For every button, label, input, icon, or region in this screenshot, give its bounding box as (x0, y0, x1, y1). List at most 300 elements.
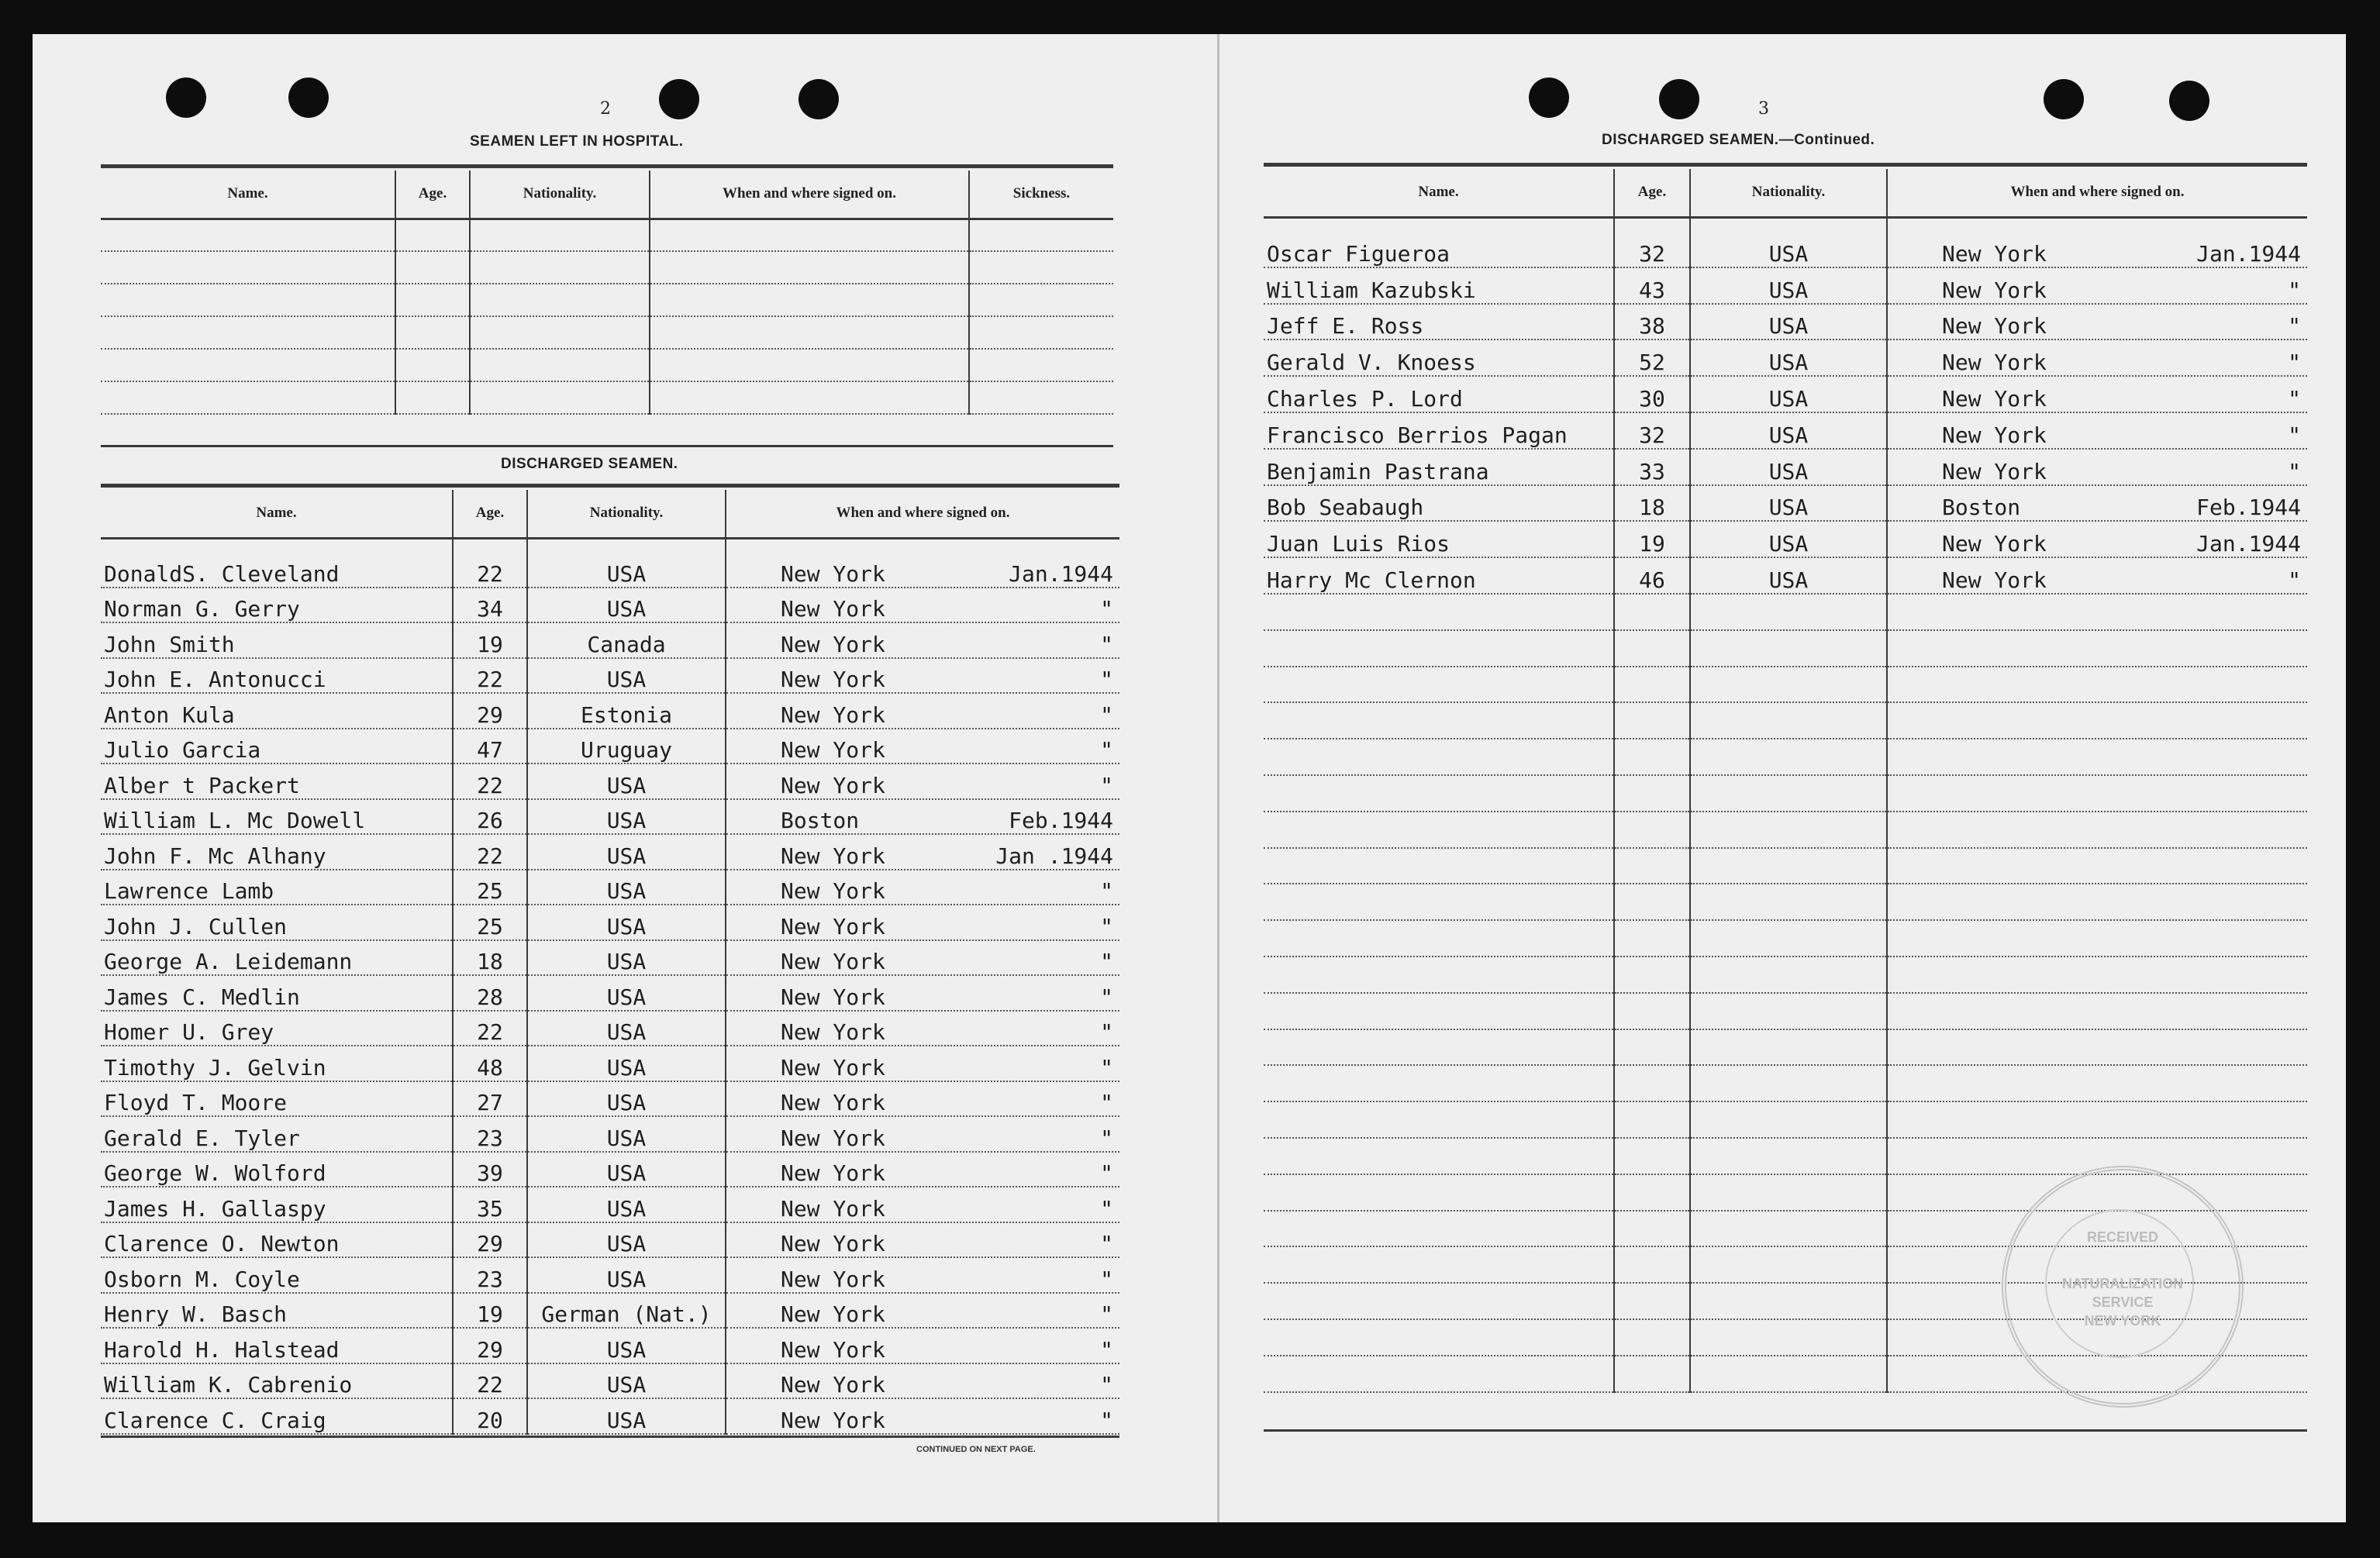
seaman-name (1264, 630, 1614, 667)
signed-on-city: New York (781, 737, 885, 763)
seaman-age: 19 (453, 1293, 527, 1329)
seaman-name: George W. Wolford (101, 1152, 453, 1187)
seaman-age: 28 (453, 975, 527, 1011)
seaman-nationality: USA (527, 870, 726, 905)
signed-on-city: New York (781, 1090, 885, 1115)
table-row (101, 870, 1119, 905)
punch-hole (2044, 79, 2084, 119)
seaman-age (1614, 1029, 1690, 1066)
punch-hole (166, 78, 206, 118)
stamp-text: NATURALIZATION (2061, 1276, 2184, 1291)
seaman-age: 23 (453, 1257, 527, 1293)
column-header: When and where signed on. (1887, 169, 2307, 217)
seaman-name (1264, 1319, 1614, 1356)
table-row (101, 1328, 1119, 1363)
seaman-name: Floyd T. Moore (101, 1081, 453, 1117)
seaman-name: James H. Gallaspy (101, 1187, 453, 1222)
seaman-nationality: USA (1690, 340, 1887, 376)
signed-on-cell (726, 622, 1119, 658)
seaman-name (1264, 1138, 1614, 1174)
signed-on-cell (1887, 449, 2307, 485)
seaman-name: Henry W. Basch (101, 1293, 453, 1329)
page-number: 2 (600, 99, 611, 119)
seaman-nationality (1690, 812, 1887, 848)
seaman-name (1264, 1356, 1614, 1392)
table-row (101, 1011, 1119, 1046)
signed-on-city: New York (781, 1195, 885, 1222)
seaman-age: 29 (453, 1328, 527, 1363)
seaman-name: Clarence C. Craig (101, 1398, 453, 1434)
table-row (1264, 775, 2307, 812)
seaman-age: 39 (453, 1152, 527, 1187)
seaman-nationality (1690, 1138, 1887, 1174)
seaman-name (1264, 1029, 1614, 1066)
signed-on-date: " (1100, 772, 1113, 798)
stamp-text: RECEIVED (2086, 1229, 2159, 1245)
signed-on-city: New York (1942, 277, 2047, 303)
seaman-age: 20 (453, 1398, 527, 1434)
signed-on-cell (1887, 848, 2307, 884)
signed-on-cell (1887, 1065, 2307, 1101)
seaman-nationality: USA (527, 1116, 726, 1152)
section-title: SEAMEN LEFT IN HOSPITAL. (470, 133, 684, 150)
signed-on-date: Jan.1944 (2196, 240, 2301, 267)
table-row (101, 251, 1113, 284)
seaman-age: 52 (1614, 340, 1690, 376)
seaman-nationality (1690, 594, 1887, 630)
seaman-nationality (1690, 1174, 1887, 1211)
column-header: Age. (453, 490, 527, 538)
signed-on-date: " (1100, 1160, 1113, 1186)
seaman-age (1614, 1319, 1690, 1356)
signed-on-cell (1887, 920, 2307, 957)
stamp-text: NEW YORK (2084, 1313, 2161, 1329)
stamp-text: SERVICE (2092, 1294, 2154, 1310)
section-rule (101, 484, 1119, 488)
section-rule (101, 164, 1113, 168)
seaman-name: John Smith (101, 622, 453, 658)
signed-on-city: New York (781, 1125, 885, 1151)
signed-on-city: New York (781, 596, 885, 622)
column-header: When and where signed on. (726, 490, 1119, 538)
signed-on-cell (1887, 376, 2307, 412)
seaman-nationality: USA (527, 552, 726, 588)
seaman-name (1264, 1101, 1614, 1138)
seaman-nationality (1690, 1356, 1887, 1392)
signed-on-date: Feb.1944 (2196, 495, 2301, 521)
signed-on-cell (726, 1046, 1119, 1081)
signed-on-cell (726, 905, 1119, 940)
seaman-nationality: USA (527, 1046, 726, 1081)
punch-hole (1659, 79, 1699, 119)
signed-on-cell (726, 799, 1119, 835)
seaman-nationality: USA (527, 1328, 726, 1363)
signed-on-date: " (1100, 701, 1113, 728)
table-row (1264, 267, 2307, 304)
table-row (1264, 667, 2307, 703)
seaman-nationality (1690, 1211, 1887, 1247)
seaman-nationality: USA (527, 975, 726, 1011)
signed-on-city: New York (1942, 313, 2047, 340)
seaman-nationality: USA (527, 1152, 726, 1187)
signed-on-city: New York (781, 949, 885, 974)
signed-on-city: New York (781, 1336, 885, 1363)
seaman-name: William Kazubski (1264, 267, 1614, 304)
seaman-age (1614, 667, 1690, 703)
table-row (101, 588, 1119, 623)
seaman-name (1264, 884, 1614, 920)
seaman-name (1264, 812, 1614, 848)
table-row (1264, 485, 2307, 522)
seaman-nationality: USA (527, 1222, 726, 1258)
signed-on-cell (1887, 775, 2307, 812)
signed-on-cell (726, 1398, 1119, 1434)
seaman-age: 22 (453, 1011, 527, 1046)
signed-on-cell (1887, 993, 2307, 1029)
seaman-nationality (1690, 702, 1887, 739)
table-row (1264, 1029, 2307, 1066)
signed-on-cell (1887, 667, 2307, 703)
seaman-age (1614, 1138, 1690, 1174)
signed-on-city: New York (781, 984, 885, 1010)
section-title: DISCHARGED SEAMEN. (501, 456, 678, 472)
seaman-nationality: USA (1690, 304, 1887, 340)
table-row (1264, 557, 2307, 594)
seaman-name (1264, 1174, 1614, 1211)
table-row (1264, 920, 2307, 957)
table-row (1264, 340, 2307, 376)
seaman-nationality (1690, 1319, 1887, 1356)
signed-on-cell (726, 658, 1119, 694)
signed-on-cell (1887, 702, 2307, 739)
seaman-nationality (1690, 1246, 1887, 1283)
table-row (101, 1257, 1119, 1293)
seaman-age (1614, 594, 1690, 630)
seaman-nationality (1690, 1101, 1887, 1138)
seaman-nationality: Canada (527, 622, 726, 658)
signed-on-date: " (1100, 667, 1113, 692)
column-header: Name. (101, 490, 453, 538)
seaman-name (1264, 993, 1614, 1029)
signed-on-city: New York (1942, 567, 2047, 593)
seaman-name: Benjamin Pastrana (1264, 449, 1614, 485)
column-header: When and where signed on. (650, 171, 969, 219)
seaman-nationality (1690, 848, 1887, 884)
seaman-nationality: USA (527, 905, 726, 940)
seaman-nationality (1690, 1283, 1887, 1319)
seaman-age (1614, 1211, 1690, 1247)
seaman-name (1264, 1211, 1614, 1247)
signed-on-city: New York (781, 560, 885, 587)
signed-on-city: New York (781, 701, 885, 728)
seaman-name (1264, 957, 1614, 993)
seaman-age (1614, 1101, 1690, 1138)
table-row (101, 284, 1113, 316)
seaman-nationality (1690, 630, 1887, 667)
seaman-age (1614, 775, 1690, 812)
signed-on-city: New York (1942, 350, 2047, 376)
signed-on-city: New York (781, 1054, 885, 1081)
table-row (1264, 449, 2307, 485)
section-rule (1264, 163, 2307, 167)
signed-on-date: " (1100, 1407, 1113, 1433)
signed-on-date: " (1100, 1090, 1113, 1115)
table-row (101, 1046, 1119, 1081)
seaman-name (1264, 1283, 1614, 1319)
signed-on-city: New York (781, 772, 885, 798)
signed-on-cell (726, 1187, 1119, 1222)
signed-on-city: New York (781, 1301, 885, 1327)
signed-on-city: New York (1942, 531, 2047, 557)
signed-on-city: New York (781, 878, 885, 904)
signed-on-date: " (1100, 737, 1113, 763)
table-row (101, 381, 1113, 414)
table-bottom-rule (1264, 1429, 2307, 1432)
signed-on-cell (726, 1293, 1119, 1329)
seaman-nationality: USA (1690, 485, 1887, 522)
table-row (1264, 376, 2307, 412)
seaman-name: Anton Kula (101, 693, 453, 729)
signed-on-date: " (2288, 385, 2301, 412)
seaman-nationality: USA (527, 1257, 726, 1293)
seaman-nationality: USA (1690, 557, 1887, 594)
signed-on-cell (726, 1011, 1119, 1046)
seaman-name (1264, 667, 1614, 703)
signed-on-cell (726, 1152, 1119, 1187)
seaman-name: DonaldS. Cleveland (101, 552, 453, 588)
signed-on-cell (1887, 267, 2307, 304)
seaman-nationality: Uruguay (527, 729, 726, 764)
seaman-nationality (1690, 920, 1887, 957)
table-row (101, 1293, 1119, 1329)
seaman-name: Harry Mc Clernon (1264, 557, 1614, 594)
seaman-age: 18 (453, 940, 527, 976)
seaman-name (1264, 1065, 1614, 1101)
table-row (1264, 1101, 2307, 1138)
seaman-name: Charles P. Lord (1264, 376, 1614, 412)
hospital-table (101, 171, 1113, 415)
seaman-age: 22 (453, 552, 527, 588)
table-row (1264, 412, 2307, 449)
signed-on-cell (1887, 485, 2307, 522)
seaman-age: 32 (1614, 412, 1690, 449)
seaman-age: 19 (453, 622, 527, 658)
table-row (1264, 304, 2307, 340)
signed-on-date: Jan.1944 (1009, 560, 1113, 587)
signed-on-city: Boston (781, 808, 860, 833)
seaman-name (1264, 920, 1614, 957)
signed-on-cell (726, 1222, 1119, 1258)
table-row (1264, 957, 2307, 993)
signed-on-date: " (1100, 949, 1113, 974)
signed-on-cell (1887, 594, 2307, 630)
table-row (101, 799, 1119, 835)
continued-note: CONTINUED ON NEXT PAGE. (916, 1445, 1036, 1454)
table-row (101, 1187, 1119, 1222)
punch-hole (659, 79, 699, 119)
table-row (1264, 812, 2307, 848)
signed-on-cell (726, 588, 1119, 623)
signed-on-city: New York (781, 1372, 885, 1398)
seaman-name: Norman G. Gerry (101, 588, 453, 623)
signed-on-cell (726, 1363, 1119, 1399)
signed-on-date: " (2288, 277, 2301, 303)
seaman-age (1614, 1356, 1690, 1392)
table-row (1264, 884, 2307, 920)
seaman-age: 30 (1614, 376, 1690, 412)
table-row (101, 349, 1113, 381)
table-bottom-rule (101, 1436, 1119, 1438)
signed-on-cell (726, 1081, 1119, 1117)
seaman-name: Timothy J. Gelvin (101, 1046, 453, 1081)
seaman-name: Julio Garcia (101, 729, 453, 764)
table-row (1264, 594, 2307, 630)
seaman-age: 22 (453, 658, 527, 694)
seaman-nationality: USA (1690, 412, 1887, 449)
seaman-age: 43 (1614, 267, 1690, 304)
seaman-age: 25 (453, 870, 527, 905)
table-row (1264, 630, 2307, 667)
table-row (101, 1116, 1119, 1152)
seaman-age: 33 (1614, 449, 1690, 485)
manifest-sheet (33, 34, 2346, 1522)
signed-on-city: New York (781, 667, 885, 692)
signed-on-cell (726, 693, 1119, 729)
seaman-nationality (1690, 884, 1887, 920)
seaman-nationality: German (Nat.) (527, 1293, 726, 1329)
seaman-nationality: USA (1690, 521, 1887, 557)
seaman-nationality: USA (1690, 449, 1887, 485)
column-header: Nationality. (470, 171, 650, 219)
column-header: Nationality. (527, 490, 726, 538)
signed-on-date: " (1100, 984, 1113, 1010)
seaman-name: George A. Leidemann (101, 940, 453, 976)
seaman-name: Lawrence Lamb (101, 870, 453, 905)
seaman-name: William L. Mc Dowell (101, 799, 453, 835)
seaman-name (1264, 1246, 1614, 1283)
signed-on-cell (1887, 557, 2307, 594)
table-row (101, 905, 1119, 940)
table-row (1264, 231, 2307, 267)
signed-on-city: New York (781, 1019, 885, 1045)
seaman-name (1264, 702, 1614, 739)
signed-on-cell (726, 975, 1119, 1011)
spacer-row (101, 538, 1119, 552)
seaman-age (1614, 630, 1690, 667)
seaman-nationality (1690, 667, 1887, 703)
seaman-age: 29 (453, 693, 527, 729)
seaman-age (1614, 1065, 1690, 1101)
seaman-age: 48 (453, 1046, 527, 1081)
punch-hole (288, 78, 329, 118)
signed-on-date: " (1100, 1125, 1113, 1151)
seaman-name: James C. Medlin (101, 975, 453, 1011)
seaman-age: 32 (1614, 231, 1690, 267)
column-header: Sickness. (969, 171, 1113, 219)
seaman-name: John J. Cullen (101, 905, 453, 940)
signed-on-cell (726, 729, 1119, 764)
seaman-name: Homer U. Grey (101, 1011, 453, 1046)
seaman-nationality (1690, 739, 1887, 775)
section-rule (101, 445, 1113, 447)
signed-on-date: " (1100, 913, 1113, 939)
seaman-nationality: Estonia (527, 693, 726, 729)
seaman-nationality: USA (1690, 376, 1887, 412)
seaman-nationality (1690, 993, 1887, 1029)
page-fold (1217, 34, 1219, 1522)
column-header: Age. (395, 171, 470, 219)
seaman-name: John F. Mc Alhany (101, 834, 453, 870)
seaman-age: 18 (1614, 485, 1690, 522)
seaman-age: 25 (453, 905, 527, 940)
seaman-age: 19 (1614, 521, 1690, 557)
column-header: Nationality. (1690, 169, 1887, 217)
seaman-name: Gerald E. Tyler (101, 1116, 453, 1152)
signed-on-date: " (1100, 878, 1113, 904)
seaman-age: 26 (453, 799, 527, 835)
signed-on-date: " (1100, 1054, 1113, 1081)
seaman-age: 22 (453, 1363, 527, 1399)
seaman-nationality (1690, 775, 1887, 812)
seaman-age: 27 (453, 1081, 527, 1117)
seaman-age (1614, 884, 1690, 920)
signed-on-cell (1887, 1029, 2307, 1066)
column-header: Age. (1614, 169, 1690, 217)
seaman-name: Jeff E. Ross (1264, 304, 1614, 340)
signed-on-date: " (1100, 1301, 1113, 1327)
seaman-age (1614, 993, 1690, 1029)
table-row (101, 1152, 1119, 1187)
seaman-name: Harold H. Halstead (101, 1328, 453, 1363)
column-header: Name. (1264, 169, 1614, 217)
signed-on-city: New York (781, 1407, 885, 1433)
seaman-nationality (1690, 1065, 1887, 1101)
table-row (101, 975, 1119, 1011)
seaman-age (1614, 812, 1690, 848)
seaman-nationality: USA (527, 834, 726, 870)
signed-on-cell (1887, 884, 2307, 920)
signed-on-cell (1887, 739, 2307, 775)
signed-on-cell (726, 1257, 1119, 1293)
spacer-row (1264, 217, 2307, 231)
seaman-age: 47 (453, 729, 527, 764)
seaman-nationality: USA (527, 1398, 726, 1434)
signed-on-date: " (1100, 1266, 1113, 1292)
seaman-nationality: USA (527, 763, 726, 799)
signed-on-cell (1887, 812, 2307, 848)
table-row (1264, 702, 2307, 739)
seaman-age: 22 (453, 763, 527, 799)
section-title: DISCHARGED SEAMEN.—Continued. (1602, 132, 1875, 148)
seaman-name: Juan Luis Rios (1264, 521, 1614, 557)
signed-on-date: Jan.1944 (2196, 531, 2301, 557)
signed-on-cell (1887, 304, 2307, 340)
signed-on-cell (726, 1116, 1119, 1152)
seaman-age (1614, 848, 1690, 884)
seaman-age: 35 (453, 1187, 527, 1222)
signed-on-city: New York (1942, 240, 2047, 267)
seaman-name: Alber t Packert (101, 763, 453, 799)
table-row (101, 1222, 1119, 1258)
seaman-age: 29 (453, 1222, 527, 1258)
signed-on-date: Jan .1944 (995, 843, 1113, 869)
seaman-name: William K. Cabrenio (101, 1363, 453, 1399)
punch-hole (1529, 78, 1569, 118)
table-row (101, 693, 1119, 729)
seaman-age (1614, 702, 1690, 739)
seaman-nationality: USA (527, 1363, 726, 1399)
signed-on-date: " (1100, 596, 1113, 622)
